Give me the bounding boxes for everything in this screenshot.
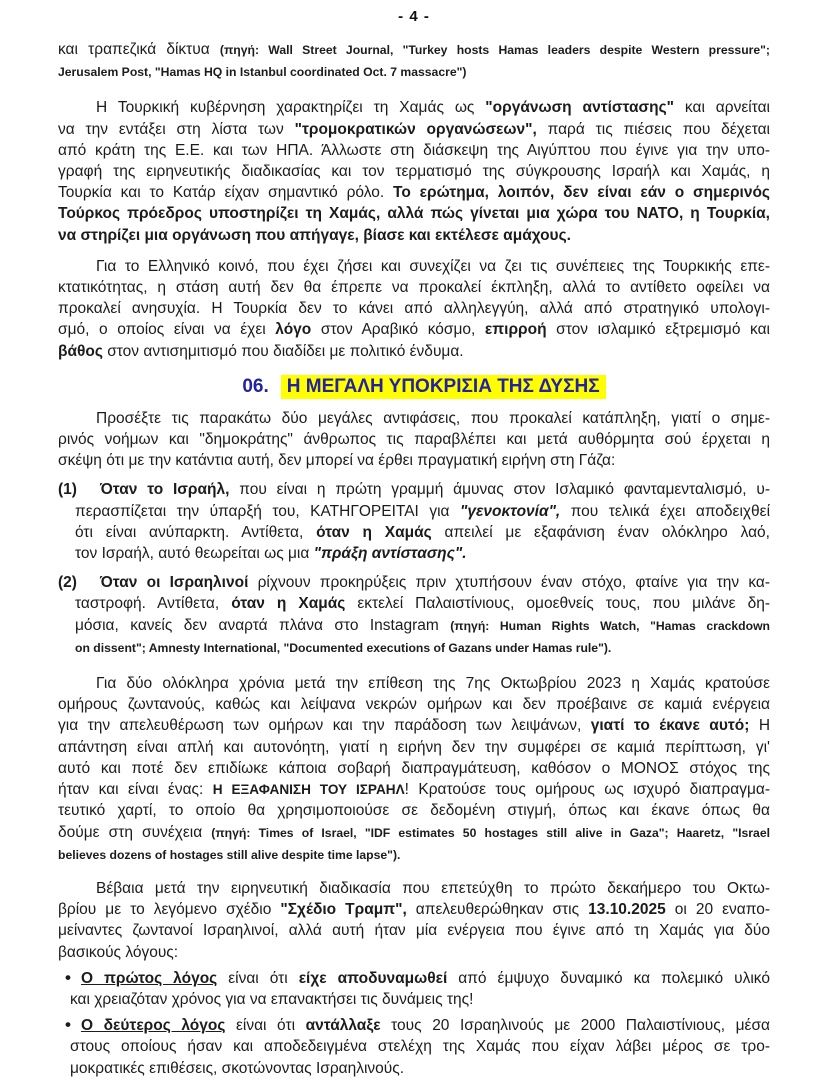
text-line: [75, 572, 770, 593]
text-line: [58, 319, 770, 340]
text-line: [58, 758, 770, 779]
text-run: στον αντισημιτισμό που διαδίδει με πολιτικό ένδυμα.: [102, 342, 464, 360]
text-run: και χρειαζόταν χρόνος για να επανακτήσει τις δυνάμεις της!: [70, 990, 474, 1008]
text-line: [75, 543, 770, 564]
text-line: [70, 968, 770, 989]
text-run: κτατικότητας, η στάση αυτή δεν θα έπρεπε να προκαλεί έκπληξη, αλλά το αντίθετο οφείλει να: [58, 279, 770, 297]
text-run: που τελικά έχει αποδειχθεί: [560, 502, 771, 520]
text-line: [58, 61, 770, 83]
text-run: αυτό και ποτέ δεν επιδίωκε κάποια σοβαρή διαπραγμάτευση, καθόσον ο ΜΟΝΟΣ στόχος της: [58, 759, 770, 777]
text-line: [58, 737, 770, 758]
text-line: [75, 637, 770, 659]
text-run: "Σχέδιο Τραμπ",: [280, 901, 407, 919]
bullet-icon: •: [65, 1015, 71, 1035]
text-run: από κράτη της Ε.Ε. και των ΗΠΑ. Άλλωστε στη διάσκεψη της Αιγύπτου που έγινε για την υπο-: [58, 141, 770, 159]
text-line: [58, 800, 770, 821]
text-line: [58, 408, 770, 429]
text-run: τους 20 Ισραηλινούς με 2000 Παλαιστίνιους, μέσα: [380, 1017, 770, 1035]
document-body: [58, 39, 770, 1079]
text-run: στους οποίους ήσαν και αποδεδειγμένα στελέχη της Χαμάς που είχαν λάβει μέρος σε τρο-: [70, 1038, 770, 1056]
text-run: Τούρκος πρόεδρος υποστηρίζει τη Χαμάς, αλλά πώς γίνεται μια χώρα του ΝΑΤΟ, η Τουρκία,: [58, 205, 770, 223]
text-line: [75, 522, 770, 543]
text-run: Προσέξτε τις παρακάτω δύο μεγάλες αντιφάσεις, που προκαλεί κατάπληξη, γιατί ο σημε-: [96, 409, 770, 427]
section-heading: [58, 376, 770, 398]
text-run: ρίχνουν προκηρύξεις πριν χτυπήσουν έναν στόχο, φταίνε για την κα-: [248, 574, 771, 592]
section-number: 06.: [242, 375, 269, 397]
text-line: [58, 182, 770, 203]
text-line: [58, 203, 770, 224]
text-run: (πηγή: Times of Israel, "IDF estimates 50 hostages still alive in Gaza"; Haaretz, "Israel: [211, 825, 770, 840]
text-line: [58, 920, 770, 941]
text-run: τευτικό χαρτί, το οποίο θα χρησιμοποιούσε σε δεδομένη στιγμή, όπως και έκανε όπως θα: [58, 802, 770, 820]
text-line: [58, 429, 770, 450]
text-run: είναι ότι: [217, 969, 299, 987]
item-israelis: [58, 572, 771, 659]
page-number: - 4 -: [398, 8, 430, 25]
text-line: [58, 225, 770, 246]
text-run: στον ισλαμικό εξτρεμισμό και: [546, 321, 771, 339]
text-run: ρινός νοήμων και "δημοκράτης" άνθρωπος τις παραβλέπει και μετά αυθόρμητα σού έρχεται η: [58, 431, 770, 449]
text-run: απάντηση είναι απλή και αυτονόητη, γιατί η ειρήνη δεν την συμφέρει σε καμιά περίπτωση, γι': [58, 738, 770, 756]
text-run: μείναντες ζωντανοί Ισραηλινοί, αλλά αυτή ήταν μία ενέργεια που έγινε από τη Χαμάς για δύο: [58, 922, 770, 940]
text-run: που είναι η πρώτη γραμμή άμυνας στον Ισλαμικό φανταμενταλισμό, υ-: [229, 481, 770, 499]
text-run: να την εντάξει στη λίστα των: [58, 120, 295, 138]
text-run: "γενοκτονία",: [459, 502, 561, 520]
text-run: είχε αποδυναμωθεί: [298, 969, 448, 987]
text-run: Η Τουρκική κυβέρνηση χαρακτηρίζει τη Χαμάς ως: [96, 99, 486, 117]
text-run: προκαλεί ανησυχία. Η Τουρκία δεν το κάνει από αλληλεγγύη, αλλά από στρατηγικό υπολογι-: [58, 300, 770, 318]
text-run: ομήρους ζωντανούς, καθώς και λείψανα νεκρών ομήρων και δεν προέβαινε σε καμιά ενέργεια: [58, 696, 770, 714]
text-run: Jerusalem Post, "Hamas HQ in Istanbul coordinated Oct. 7 massacre"): [58, 65, 467, 80]
text-run: Το ερώτημα, λοιπόν, δεν είναι εάν ο σημερινός: [393, 184, 770, 202]
text-run: γραφή της ειρηνευτικής διαδικασίας και τον τερματισμό της σύγκρουσης Ισραήλ και Χαμάς, η: [58, 163, 770, 181]
text-line: [58, 844, 770, 866]
text-line: [58, 779, 770, 800]
text-line: [75, 593, 770, 614]
text-run: γιατί το έκανε αυτό;: [590, 717, 750, 735]
text-run: εκτελεί Παλαιστίνιους, ομοεθνείς τους, που μιλάνε δη-: [345, 595, 770, 613]
text-run: on dissent"; Amnesty International, "Documented executions of Gazans under Hamas rule").: [75, 640, 612, 655]
text-run: Όταν το Ισραήλ,: [100, 481, 230, 499]
text-run: οι 20 εναπο-: [665, 901, 771, 919]
text-run: Η ΕΞΑΦΑΝΙΣΗ ΤΟΥ ΙΣΡΑΗΛ: [212, 782, 405, 798]
text-line: [70, 1015, 770, 1036]
text-run: (πηγή: Human Rights Watch, "Hamas crackdown: [450, 618, 770, 633]
text-run: βάθος: [58, 342, 103, 360]
text-run: βασικούς λόγους:: [58, 943, 179, 961]
text-run: να στηρίζει μια οργάνωση που απήγαγε, βίασε και εκτέλεσε αμάχους.: [58, 226, 571, 244]
para-peace-deal: [58, 878, 770, 963]
text-run: believes dozens of hostages still alive despite time lapse").: [58, 847, 401, 862]
text-run: Για δύο ολόκληρα χρόνια μετά την επίθεση της 7ης Οκτωβρίου 2023 η Χαμάς κρατούσε: [96, 675, 770, 693]
section-title-highlight: Η ΜΕΓΑΛΗ ΥΠΟΚΡΙΣΙΑ ΤΗΣ ΔΥΣΗΣ: [281, 375, 606, 399]
text-run: βρίου με το λεγόμενο σχέδιο: [58, 901, 281, 919]
text-run: επιρροή: [484, 321, 547, 339]
bullet-first-reason: [65, 967, 770, 1010]
text-line: [75, 615, 770, 637]
text-run: μόσια, κανείς δεν αναρτά πλάνα στο Instagram: [75, 616, 451, 634]
text-run: είναι ότι: [225, 1017, 306, 1035]
text-line: [58, 673, 770, 694]
bullet-icon: •: [65, 967, 71, 987]
text-run: ! Κρατούσε τους ομήρους ως ισχυρό διαπραγμα-: [404, 781, 770, 799]
list-number: (1): [58, 481, 77, 499]
text-line: [58, 822, 770, 844]
para-contradictions: [58, 408, 770, 472]
text-run: όταν η Χαμάς: [316, 523, 432, 541]
text-line: [70, 1036, 770, 1057]
text-line: [75, 479, 770, 500]
text-line: [58, 341, 770, 362]
text-line: [58, 694, 770, 715]
text-run: Όταν οι Ισραηλινοί: [100, 574, 249, 592]
text-line: [70, 989, 770, 1010]
text-line: [58, 298, 770, 319]
text-run: Τουρκία και το Κατάρ είχαν σημαντικό ρόλο.: [58, 184, 394, 202]
text-line: [58, 878, 770, 899]
text-run: (πηγή: Wall Street Journal, "Turkey hosts Hamas leaders despite Western pressure";: [219, 43, 770, 57]
text-run: αντάλλαξε: [305, 1017, 381, 1035]
text-run: Βέβαια μετά την ειρηνευτική διαδικασία που επετεύχθη το πρώτο δεκαήμερο του Οκτω-: [96, 879, 770, 897]
text-run: και αρνείται: [674, 99, 770, 117]
text-line: [58, 140, 770, 161]
text-line: [58, 97, 770, 118]
text-run: ότι είναι ανύπαρκτη. Αντίθετα,: [75, 523, 317, 541]
text-run: Για το Ελληνικό κοινό, που έχει ζήσει και συνεχίζει να ζει τις συνέπειες της Τουρκικής επε-: [96, 257, 770, 275]
text-run: περασπίζεται την ύπαρξή του, ΚΑΤΗΓΟΡΕΙΤΑΙ για: [75, 502, 460, 520]
para-intro-sources: [58, 39, 770, 83]
text-run: σκέψη ότι με την κατάντια αυτή, δεν μπορεί να έρθει πραγματική ειρήνη στη Γάζα:: [58, 452, 616, 470]
text-run: ήταν και είναι ένας:: [58, 781, 213, 799]
list-number: (2): [58, 574, 77, 592]
text-run: όταν η Χαμάς: [231, 595, 346, 613]
para-hostages: [58, 673, 770, 866]
text-line: [58, 450, 770, 471]
text-run: λόγο: [275, 321, 312, 339]
text-line: [58, 942, 770, 963]
text-line: [58, 161, 770, 182]
text-run: Η: [749, 717, 771, 735]
bullet-second-reason: [65, 1015, 770, 1079]
text-run: "οργάνωση αντίστασης": [485, 99, 675, 117]
text-line: [58, 39, 770, 61]
text-run: απελευθερώθηκαν στις: [406, 901, 589, 919]
text-run: για την απελευθέρωση των ομήρων και την παράδοση των λειψάνων,: [58, 717, 591, 735]
text-run: τον Ισραήλ, αυτό θεωρείται ως μια: [75, 545, 314, 563]
text-run: μοκρατικές επιθέσεις, σκοτώνοντας Ισραηλινούς.: [70, 1059, 405, 1077]
text-run: παρά τις πιέσεις που δέχεται: [536, 120, 771, 138]
text-line: [58, 277, 770, 298]
text-run: απειλεί με εξαφάνιση έναν ολόκληρο λαό,: [431, 523, 770, 541]
item-israel: [58, 479, 771, 564]
text-run: σμό, ο οποίος είναι να έχει: [58, 321, 276, 339]
text-run: δούμε στη συνέχεια: [58, 823, 212, 841]
text-line: [58, 256, 770, 277]
text-line: [70, 1058, 770, 1079]
text-run: "τρομοκρατικών οργανώσεων",: [294, 120, 537, 138]
text-run: ταστροφή. Αντίθετα,: [75, 595, 232, 613]
text-run: 13.10.2025: [588, 901, 666, 919]
text-run: Ο δεύτερος λόγος: [81, 1017, 226, 1035]
text-line: [58, 715, 770, 736]
text-run: Ο πρώτος λόγος: [81, 969, 218, 987]
text-run: από έμψυχο δυναμικό κα πολεμικό υλικό: [447, 969, 770, 987]
para-turkish-government: [58, 97, 770, 245]
text-line: [75, 501, 770, 522]
para-greek-public: [58, 256, 770, 362]
text-line: [58, 899, 770, 920]
text-line: [58, 119, 770, 140]
text-run: και τραπεζικά δίκτυα: [58, 41, 220, 58]
text-run: στον Αραβικό κόσμο,: [311, 321, 485, 339]
text-run: "πράξη αντίστασης".: [313, 545, 467, 563]
